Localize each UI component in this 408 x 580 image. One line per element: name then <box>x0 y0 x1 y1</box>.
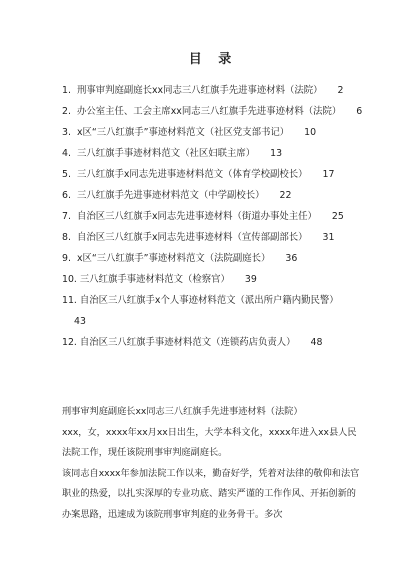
toc-item-text: 自治区三八红旗手事迹材料范文（连锁药店负责人） <box>79 337 296 348</box>
toc-item-number: 10. <box>62 274 77 285</box>
toc-item-number: 6. <box>62 190 71 201</box>
toc-item-page: 10 <box>304 127 317 138</box>
toc-item-text: 三八红旗手事迹材料范文（社区妇联主席） <box>76 148 256 159</box>
toc-item-page: 17 <box>322 169 335 180</box>
toc-item[interactable] <box>62 122 364 143</box>
body-paragraph: 该同志自xxxx年参加法院工作以来，勤奋好学，凭着对法律的敬仰和法官职业的热爱，以扎实深厚的专业功底、踏实严谨的工作作风、开拓创新的办案思路，迅速成为该院刑事审判庭的业务骨干。多次 <box>62 467 360 520</box>
toc-item-page: 31 <box>322 232 335 243</box>
toc-item[interactable] <box>62 143 364 164</box>
toc-item-page: 13 <box>270 148 283 159</box>
toc-item[interactable] <box>62 80 364 101</box>
toc-item[interactable] <box>62 269 364 290</box>
section-heading: 刑事审判庭副庭长xx同志三八红旗手先进事迹材料（法院） <box>62 406 303 417</box>
toc-item-text: 三八红旗手x同志先进事迹材料范文（体育学校副校长） <box>76 169 308 180</box>
toc-item[interactable] <box>62 164 364 185</box>
toc-item-text: 三八红旗手先进事迹材料范文（中学副校长） <box>76 190 265 201</box>
toc-title: 目 录 <box>188 52 238 67</box>
toc-item-page: 22 <box>279 190 292 201</box>
toc-item-text: 自治区三八红旗手x同志先进事迹材料（街道办事处主任） <box>76 211 317 222</box>
toc-item[interactable] <box>62 185 364 206</box>
toc-item-page: 39 <box>244 274 257 285</box>
toc-item-text: x区“三八红旗手”事迹材料范文（社区党支部书记） <box>76 127 290 138</box>
toc-item-page: 2 <box>337 85 344 96</box>
toc-item-number: 5. <box>62 169 71 180</box>
toc-item-number: 7. <box>62 211 71 222</box>
toc-item[interactable] <box>62 227 364 248</box>
document-body <box>62 402 364 525</box>
toc-item-number: 3. <box>62 127 71 138</box>
toc-item-page: 6 <box>356 106 363 117</box>
toc-item[interactable] <box>62 206 364 227</box>
body-paragraph: xxx，女，xxxx年xx月xx日出生，大学本科文化，xxxx年进入xx县人民法院工作，现任该院刑事审判庭副庭长。 <box>62 426 357 458</box>
toc-item-number: 4. <box>62 148 71 159</box>
toc-item-text: 自治区三八红旗手x同志先进事迹材料（宣传部副部长） <box>76 232 308 243</box>
toc-item-number: 1. <box>62 85 71 96</box>
toc-item-number: 9. <box>62 253 71 264</box>
table-of-contents <box>62 80 364 353</box>
toc-item-number: 2. <box>62 106 71 117</box>
toc-item-text: x区“三八红旗手”事迹材料范文（法院副庭长） <box>76 253 271 264</box>
toc-item-page: 25 <box>331 211 344 222</box>
toc-item-number: 8. <box>62 232 71 243</box>
toc-item-number: 11. <box>62 295 77 306</box>
toc-item-text: 办公室主任、工会主席xx同志三八红旗手先进事迹材料（法院） <box>76 106 342 117</box>
toc-item[interactable] <box>62 248 364 269</box>
toc-item-text: 三八红旗手事迹材料范文（检察官） <box>79 274 230 285</box>
toc-item-page: 48 <box>310 337 323 348</box>
toc-item[interactable] <box>62 101 364 122</box>
toc-item-text: 自治区三八红旗手x个人事迹材料范文（派出所户籍内勤民警） <box>79 295 339 306</box>
toc-item-number: 12. <box>62 337 77 348</box>
toc-item-page: 43 <box>74 316 86 327</box>
toc-item-page: 36 <box>285 253 298 264</box>
toc-item-text: 刑事审判庭副庭长xx同志三八红旗手先进事迹材料（法院） <box>76 85 323 96</box>
toc-item[interactable] <box>62 290 364 332</box>
toc-item[interactable] <box>62 332 364 353</box>
